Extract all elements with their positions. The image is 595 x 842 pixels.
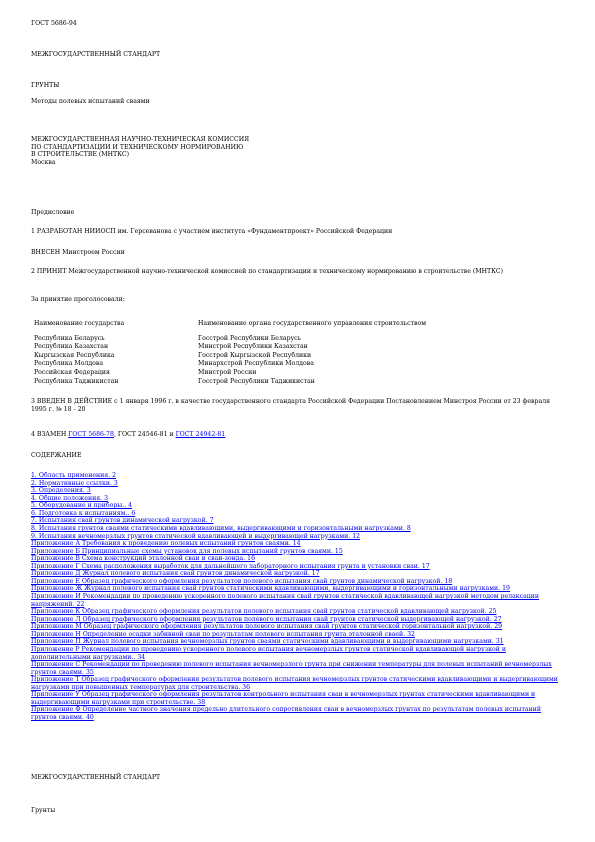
states-table-header xyxy=(34,320,564,329)
commission-line: МЕЖГОСУДАРСТВЕННАЯ НАУЧНО-ТЕХНИЧЕСКАЯ КОМИССИЯ xyxy=(31,136,250,143)
link-gost-24942-81[interactable]: ГОСТ 24942-81 xyxy=(175,431,226,438)
header-standard: МЕЖГОСУДАРСТВЕННЫЙ СТАНДАРТ xyxy=(31,51,161,58)
toc-heading: СОДЕРЖАНИЕ xyxy=(31,452,82,459)
state-name: Республика Беларусь xyxy=(34,334,105,342)
toc-link[interactable]: Приложение Л Образец графического оформления результатов полевого испытания свай грунтов статической выдергивающей нагрузкой. 27 xyxy=(31,615,502,623)
toc-link[interactable]: Приложение Е Образец графического оформления результатов полевого испытания свай грунтов динамической нагрузкой. 18 xyxy=(31,577,453,585)
states-table-row xyxy=(34,360,564,369)
state-body: Госстрой Республики Беларусь xyxy=(198,334,302,342)
toc-link[interactable]: Приложение П Журнал полевого испытания вечномерзлых грунтов сваями статическими вдавливающими и выдергивающими нагрузками. 31 xyxy=(31,638,504,646)
states-header-state: Наименование государства xyxy=(34,320,125,327)
state-body: Минархстрой Республики Молдова xyxy=(198,360,314,368)
para4-middle: , ГОСТ 24546-81 и xyxy=(113,431,176,438)
foreword-heading: Предисловие xyxy=(31,209,75,216)
toc-link[interactable]: Приложение Б Принципиальные схемы установок для полевых испытаний грунтов сваями. 15 xyxy=(31,547,343,555)
state-body: Госстрой Кыргызской Республики xyxy=(198,351,312,359)
toc-link[interactable]: 6. Подготовка к испытаниям.. 6 xyxy=(31,509,136,517)
table-of-contents xyxy=(31,472,565,722)
link-gost-5686-78[interactable]: ГОСТ 5686-78 xyxy=(68,431,114,438)
toc-link[interactable]: Приложение Т Образец графического оформления результатов полевого испытания вечномерзлых грунтов статическими вдавливающими и выдергивающими нагрузками при повышенных температурах для строительства. 36 xyxy=(31,676,558,691)
paragraph-4 xyxy=(31,431,565,439)
doc-title: Методы полевых испытаний сваями xyxy=(31,98,150,105)
toc-link[interactable]: Приложение Д Журнал полевого испытания свай грунтов динамической нагрузкой. 17 xyxy=(31,570,320,578)
state-name: Республика Молдова xyxy=(34,360,104,368)
toc-link[interactable]: Приложение У Образец графического оформления результатов контрольного испытания сваи в вечномерзлых грунтах статическими вдавливающими и выдергивающими нагрузками при строительстве. 38 xyxy=(31,691,536,706)
toc-link[interactable]: 8. Испытания грунтов сваями статическими вдавливающими, выдергивающими и горизонтальными нагрузками. 8 xyxy=(31,524,411,532)
doc-code: ГОСТ 5686-94 xyxy=(31,20,77,27)
paragraph-1: 1 РАЗРАБОТАН НИИОСП им. Герсеванова с участием института «Фундаментпроект» Российской Федерации xyxy=(31,228,393,235)
toc-link[interactable]: Приложение И Рекомендации по проведению ускоренного полевого испытания свай грунтов статической вдавливающей нагрузкой методом релаксации напряжений. 22 xyxy=(31,593,540,608)
toc-link[interactable]: Приложение С Рекомендации по проведению полевого испытания вечномерзлого грунта при снижении температуры для полевых испытаний вечномерзлых грунтов сваями. 35 xyxy=(31,661,552,676)
paragraph-2: 2 ПРИНЯТ Межгосударственной научно-технической комиссией по стандартизации и техническому нормированию в строительстве (МНТКС) xyxy=(31,268,504,275)
state-name: Республика Таджикистан xyxy=(34,377,119,385)
toc-link[interactable]: Приложение В Схема конструкций эталонной сваи и сваи-зонда. 16 xyxy=(31,555,256,563)
toc-link[interactable]: Приложение Н Определение осадки забивной сваи по результатам полевого испытания грунта эталонной сваей. 32 xyxy=(31,630,415,638)
toc-link[interactable]: 4. Общие положения. 3 xyxy=(31,494,109,502)
toc-link[interactable]: Приложение Р Рекомендации по проведению ускоренного полевого испытания вечномерзлых грунтов статической вдавливающей нагрузкой и дополнительными нагрузками.. 34 xyxy=(31,645,506,661)
footer-subject: Грунты xyxy=(31,807,56,814)
states-table-row xyxy=(34,343,564,352)
states-table xyxy=(34,320,564,386)
toc-link[interactable]: Приложение Ж Журнал полевого испытания свай грунтов статическими вдавливающими, выдергивающими и горизонтальными нагрузками. 19 xyxy=(31,585,510,593)
state-body: Госстрой Республики Таджикистан xyxy=(198,377,315,385)
toc-link[interactable]: 5. Оборудование и приборы.. 4 xyxy=(31,502,133,510)
toc-link[interactable]: Приложение А Требования к проведению полевых испытаний грунтов сваями. 14 xyxy=(31,540,301,548)
paragraph-voted: За принятие проголосовали: xyxy=(31,296,125,303)
para4-prefix: 4 ВЗАМЕН xyxy=(31,431,69,438)
commission-line: ПО СТАНДАРТИЗАЦИИ И ТЕХНИЧЕСКОМУ НОРМИРОВАНИЮ xyxy=(31,143,244,151)
commission-line: В СТРОИТЕЛЬСТВЕ (МНТКС) xyxy=(31,151,130,159)
state-name: Кыргызская Республика xyxy=(34,351,115,359)
state-name: Республика Казахстан xyxy=(34,343,109,351)
toc-link[interactable]: 7. Испытания свай грунтов динамической нагрузкой. 7 xyxy=(31,517,214,525)
state-body: Минстрой России xyxy=(198,368,257,376)
commission-block xyxy=(31,136,565,166)
toc-link[interactable]: 1. Область применения. 2 xyxy=(31,472,117,479)
toc-link[interactable]: Приложение М Образец графического оформления результатов полевого испытания свай грунтов статической горизонтальной нагрузкой. 29 xyxy=(31,623,503,631)
state-body: Минстрой Республики Казахстан xyxy=(198,343,308,351)
states-table-row xyxy=(34,369,564,378)
paragraph-3: 3 ВВЕДЕН В ДЕЙСТВИЕ с 1 января 1996 г. в качестве государственного стандарта Российской Федерации Постановлением Минстроя России от 23 февраля 1995 г. № 18 - 20 xyxy=(31,398,551,413)
states-table-row xyxy=(34,335,564,344)
state-name: Российская Федерация xyxy=(34,368,110,376)
toc-link[interactable]: 2. Нормативные ссылки. 3 xyxy=(31,479,118,487)
toc-link[interactable]: 9. Испытания вечномерзлых грунтов статической вдавливающей и выдергивающей нагрузками. 12 xyxy=(31,532,361,540)
commission-city: Москва xyxy=(31,158,56,166)
toc-link[interactable]: 3. Определения. 3 xyxy=(31,487,91,495)
toc-link[interactable]: Приложение К Образец графического оформления результатов полевого испытания свай грунтов статической вдавливающей нагрузкой. 25 xyxy=(31,608,497,616)
states-table-row xyxy=(34,378,564,387)
subject-heading: ГРУНТЫ xyxy=(31,82,60,89)
footer-standard: МЕЖГОСУДАРСТВЕННЫЙ СТАНДАРТ xyxy=(31,774,161,781)
paragraph-vnesen: ВНЕСЕН Минстроем России xyxy=(31,249,125,256)
toc-link[interactable]: Приложение Г Схема расположения выработок для дальнейшего лабораторного испытания грунта и установки сваи. 17 xyxy=(31,562,430,570)
states-table-row xyxy=(34,352,564,361)
toc-link[interactable]: Приложение Ф Определение частного значения предельно длительного сопротивления сваи в вечномерзлых грунтах по результатам полевых испытаний грунтов сваями. 40 xyxy=(31,706,541,721)
states-header-body: Наименование органа государственного управления строительством xyxy=(198,320,427,327)
